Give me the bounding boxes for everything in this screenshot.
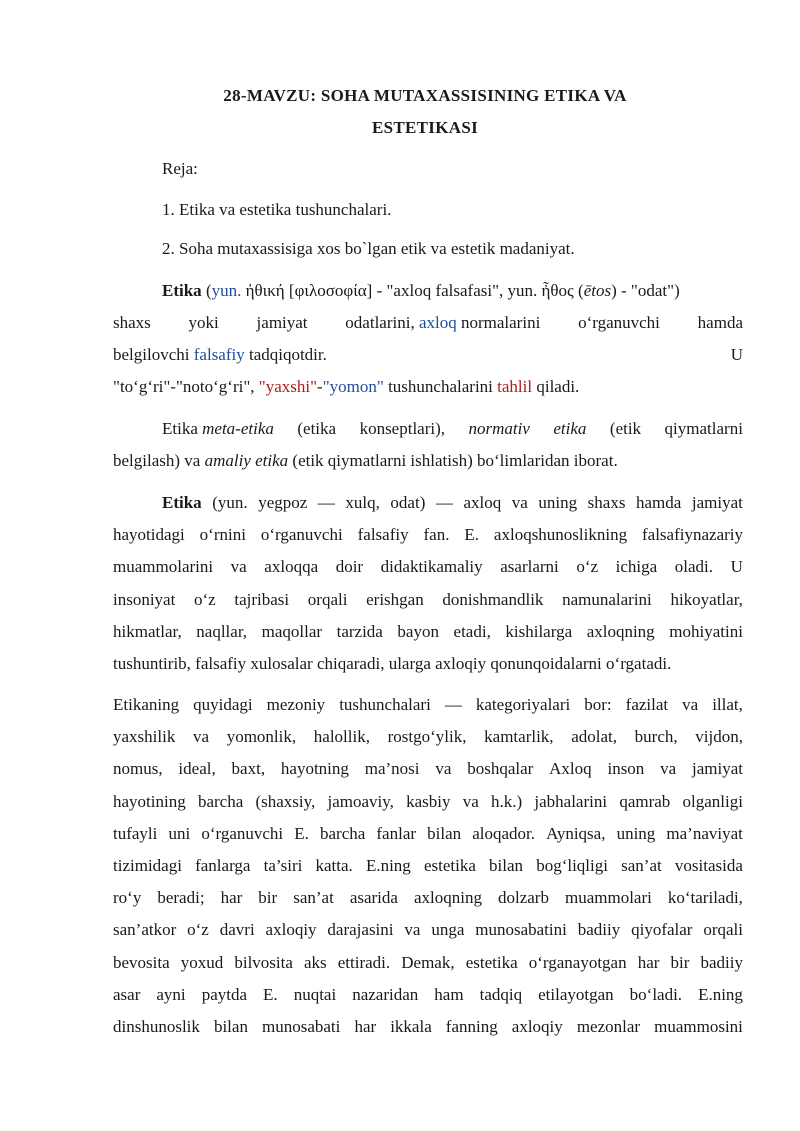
p3-word: falsafiynazariy	[642, 525, 743, 545]
p3-word: bayon	[397, 621, 439, 641]
p4-word: yoxud	[180, 952, 224, 972]
term-etika: Etika	[162, 281, 202, 300]
p4-word: ikkala	[390, 1017, 432, 1036]
p4-word: etilayotgan	[538, 984, 614, 1004]
p3-word: yegpoz	[258, 493, 308, 512]
p3-word: —	[435, 493, 453, 512]
p4-word: muammosini	[654, 1017, 743, 1036]
p4-word: tushunchalari	[339, 695, 431, 714]
p3-word: va	[511, 493, 528, 512]
link-falsafiy[interactable]: falsafiy	[193, 345, 245, 364]
p4-word: yaxshilik	[113, 727, 176, 747]
p4-word: aloqador.	[472, 823, 536, 843]
p4-word: nomus,	[113, 759, 163, 779]
p4-word: nazaridan	[352, 984, 419, 1004]
p1-line-1: Etika (yun. ἠθική [φιλοσοφία] - "axloq falsafasi", yun. ἦθος (ētos) - "odat")	[162, 281, 680, 300]
p4-word: axloqning	[413, 888, 482, 908]
p3-word: jamiyat	[691, 493, 743, 512]
p4-word: jamoaviy,	[327, 791, 394, 811]
p4-word: boshqalar	[467, 759, 534, 779]
p4-word: unga	[431, 920, 465, 940]
p4-word: barcha	[319, 823, 366, 843]
p4-word: bilan	[427, 823, 462, 843]
p4-word: ettiradi.	[337, 952, 391, 972]
p3-word: E.	[464, 525, 480, 545]
p3-word: odat)	[390, 493, 426, 512]
p4-word: va	[404, 920, 421, 940]
p4-word: har	[220, 888, 243, 908]
p4-word: ro‘y	[113, 888, 142, 908]
p4-word: ham	[434, 984, 464, 1004]
p4-word: h.k.)	[491, 791, 523, 811]
p4-word: mezonlar	[576, 1017, 641, 1036]
p4-word: uning	[616, 823, 656, 843]
p4-word: estetika	[465, 952, 518, 972]
p4-word: orqali	[703, 920, 743, 940]
p4-word: mezoniy	[266, 695, 326, 714]
p3-word: tarzida	[336, 621, 383, 641]
p3-word: maqollar	[261, 621, 323, 641]
p4-word: har	[354, 1017, 377, 1036]
p4-word: fanning	[445, 1017, 498, 1036]
p4-word: o‘rganayotgan	[528, 952, 627, 972]
plan-item-2: 2. Soha mutaxassisiga xos bo`lgan etik va estetik madaniyat.	[162, 239, 575, 258]
p3-word: kishilarga	[505, 621, 573, 641]
p3-line-1	[162, 492, 743, 514]
p3-word: axloqqa	[264, 557, 319, 577]
p4-word: munosabati	[262, 1017, 341, 1036]
p3-word: axloqning	[586, 621, 655, 641]
p4-word: kategoriyalari	[475, 695, 571, 714]
p3-word: hikmatlar,	[113, 621, 182, 641]
p4-word: ideal,	[178, 759, 216, 779]
p3-word: —	[317, 493, 335, 512]
p3-word: o‘z	[576, 557, 599, 577]
p4-word: nuqtai	[293, 984, 337, 1004]
p4-line-6	[113, 855, 743, 877]
p3-word: hikoyatlar,	[670, 589, 743, 609]
p4-word: Ayniqsa,	[546, 823, 606, 843]
p4-word: munosabatini	[475, 920, 567, 940]
p4-word: san’atkor	[113, 920, 177, 940]
p4-word: rostgo‘ylik,	[387, 727, 467, 747]
p1-line-4: "to‘g‘ri"-"noto‘g‘ri", "yaxshi"-"yomon" tushunchalarini tahlil qiladi.	[113, 377, 580, 396]
p4-word: beradi;	[157, 888, 205, 908]
p4-word: inson	[607, 759, 645, 779]
p4-word: Axloq	[549, 759, 592, 779]
p3-word: naqllar,	[196, 621, 248, 641]
p3-word: o‘rnini	[199, 525, 246, 545]
p4-word: va	[435, 759, 452, 779]
p4-word: qamrab	[619, 791, 671, 811]
p3-word: doir	[335, 557, 364, 577]
p3-word: fan.	[423, 525, 450, 545]
p3-word: o‘rganuvchi	[260, 525, 343, 545]
p3-word: (yun.	[212, 493, 248, 512]
plan-item-1: 1. Etika va estetika tushunchalari.	[162, 200, 392, 219]
p3-word: namunalarini	[562, 589, 652, 609]
p4-word: qiyofalar	[631, 920, 693, 940]
p4-line-9	[113, 952, 743, 974]
p3-line-2	[113, 524, 743, 546]
p3-word: mohiyatini	[669, 621, 743, 641]
p1-line-3: belgilovchi falsafiy tadqiqotdir. U	[113, 345, 743, 364]
p4-line-11	[113, 1016, 743, 1038]
p4-word: tadqiq	[479, 984, 523, 1004]
p4-word: estetika	[423, 856, 476, 875]
p3-word: insoniyat	[113, 589, 176, 609]
p3-word: tajribasi	[234, 589, 290, 609]
p4-word: axloqiy	[265, 920, 317, 940]
p4-word: hayotning	[280, 759, 349, 779]
p4-word: o‘rganuvchi	[201, 823, 284, 843]
p4-word: quyidagi	[193, 695, 253, 714]
p3-word: axloq	[463, 493, 502, 512]
p4-word: barcha	[197, 791, 244, 811]
p3-word: hamda	[635, 493, 682, 512]
p4-word: dinshunoslik	[113, 1017, 200, 1036]
p4-word: fanlarga	[195, 856, 251, 875]
p4-word: muammolari	[564, 888, 652, 908]
p3-word: orqali	[307, 589, 348, 609]
link-yaxshi[interactable]: "yaxshi"	[258, 377, 318, 396]
p3-word: ichiga	[615, 557, 658, 577]
p3-word: hayotidagi	[113, 525, 185, 545]
p4-word: darajasini	[327, 920, 394, 940]
p3-line-6: tushuntirib, falsafiy xulosalar chiqaradi, ularga axloqiy qonunqoidalarni o‘rgatadi.	[113, 654, 672, 673]
link-axloq[interactable]: axloq	[418, 313, 457, 332]
p4-word: va	[660, 759, 677, 779]
p4-word: tizimidagi	[113, 856, 182, 875]
link-yomon[interactable]: "yomon"	[322, 377, 384, 396]
p4-word: Demak,	[401, 952, 455, 972]
p4-line-4	[113, 791, 743, 813]
p4-word: —	[444, 695, 462, 714]
p3-word: oladi.	[674, 557, 714, 577]
document-title-line-1: 28-MAVZU: SOHA MUTAXASSISINING ETIKA VA	[223, 86, 627, 105]
p4-word: illat,	[712, 695, 743, 714]
p4-word: o‘z	[187, 920, 209, 940]
p3-word: o‘z	[194, 589, 216, 609]
p4-word: san’at	[293, 888, 334, 908]
p4-word: bilan	[213, 1017, 248, 1036]
p1-line-2: shaxs yoki jamiyat odatlarini, axloq normalarini o‘rganuvchi hamda	[113, 313, 743, 332]
p4-word: san’at	[621, 856, 662, 875]
p4-line-1	[113, 694, 743, 716]
p2-line-2: belgilash) va amaliy etika (etik qiymatlarni ishlatish) bo‘limlaridan iborat.	[113, 451, 618, 470]
p3-word: falsafiy	[357, 525, 409, 545]
p4-word: jabhalarini	[534, 791, 608, 811]
p4-word: ma’naviyat	[666, 823, 743, 843]
p4-line-10	[113, 984, 743, 1006]
link-yun[interactable]: yun.	[211, 281, 242, 300]
p4-word: ma’nosi	[364, 759, 420, 779]
p4-line-8	[113, 919, 743, 941]
p4-word: va	[193, 727, 210, 747]
document-title-line-2: ESTETIKASI	[372, 118, 478, 137]
p3-word: uning	[538, 493, 578, 512]
p3-word: didaktikamaliy	[380, 557, 483, 577]
p4-word: Etikaning	[113, 695, 180, 714]
p3-word: Etika	[162, 493, 202, 512]
p4-word: bir	[670, 952, 690, 972]
p4-word: bilan	[489, 856, 524, 875]
p4-word: axloqiy	[511, 1017, 563, 1036]
p4-word: jamiyat	[692, 759, 743, 779]
p3-word: donishmandlik	[442, 589, 544, 609]
p4-word: (shaxsiy,	[255, 791, 316, 811]
p4-word: baxt,	[231, 759, 266, 779]
p3-word: axloqshunoslikning	[493, 525, 628, 545]
p4-word: bilvosita	[234, 952, 293, 972]
link-tahlil[interactable]: tahlil	[497, 377, 533, 396]
p4-word: vijdon,	[695, 727, 743, 747]
p4-word: E.	[263, 984, 278, 1004]
p4-word: ta’siri	[263, 856, 303, 875]
p4-word: ko‘tariladi,	[667, 888, 743, 908]
p4-word: kamtarlik,	[484, 727, 554, 747]
p4-word: har	[637, 952, 660, 972]
p4-word: va	[462, 791, 479, 811]
p4-line-5	[113, 823, 743, 845]
p4-word: fanlar	[376, 823, 417, 843]
p4-word: va	[682, 695, 699, 714]
p4-word: asarida	[349, 888, 398, 908]
p4-word: katta.	[315, 856, 353, 875]
p2-line-1: Etika meta-etika (etika konseptlari), normativ etika (etik qiymatlarni	[162, 419, 743, 438]
p4-word: olganligi	[682, 791, 743, 811]
p4-word: adolat,	[571, 727, 618, 747]
p3-word: erishgan	[366, 589, 424, 609]
p3-line-3	[113, 556, 743, 578]
p4-line-3	[113, 758, 743, 780]
p4-word: badiiy	[577, 920, 621, 940]
plan-heading: Reja:	[162, 159, 198, 178]
p4-word: burch,	[634, 727, 678, 747]
p4-word: E.	[294, 823, 309, 843]
p4-word: dolzarb	[497, 888, 549, 908]
p4-word: kasbiy	[406, 791, 451, 811]
p4-word: E.ning	[698, 984, 743, 1004]
p4-word: halollik,	[313, 727, 370, 747]
p4-word: uni	[168, 823, 191, 843]
p4-word: bor:	[584, 695, 612, 714]
p3-line-5	[113, 621, 743, 643]
p3-word: etadi,	[453, 621, 491, 641]
p3-word: U	[730, 557, 743, 577]
p4-word: yomonlik,	[226, 727, 297, 747]
p4-word: badiiy	[700, 952, 743, 972]
p3-word: shaxs	[587, 493, 626, 512]
p3-word: xulq,	[345, 493, 380, 512]
p4-word: vositasida	[674, 856, 743, 875]
p4-word: tufayli	[113, 823, 158, 843]
p4-word: hayotining	[113, 791, 186, 811]
p4-word: E.ning	[365, 856, 411, 875]
p4-word: bir	[258, 888, 278, 908]
p4-word: davri	[219, 920, 255, 940]
p4-word: fazilat	[625, 695, 669, 714]
p4-word: aks	[304, 952, 327, 972]
p4-line-7	[113, 887, 743, 909]
p3-word: va	[230, 557, 247, 577]
p3-word: asarlarni	[500, 557, 559, 577]
p4-word: bo‘ladi.	[629, 984, 683, 1004]
p4-line-2	[113, 726, 743, 748]
p3-word: muammolarini	[113, 557, 214, 577]
p4-word: bevosita	[113, 952, 170, 972]
p4-word: bog‘liqligi	[536, 856, 608, 875]
p4-word: ayni	[156, 984, 186, 1004]
p4-word: paytda	[201, 984, 248, 1004]
p3-line-4	[113, 589, 743, 611]
p4-word: asar	[113, 984, 141, 1004]
